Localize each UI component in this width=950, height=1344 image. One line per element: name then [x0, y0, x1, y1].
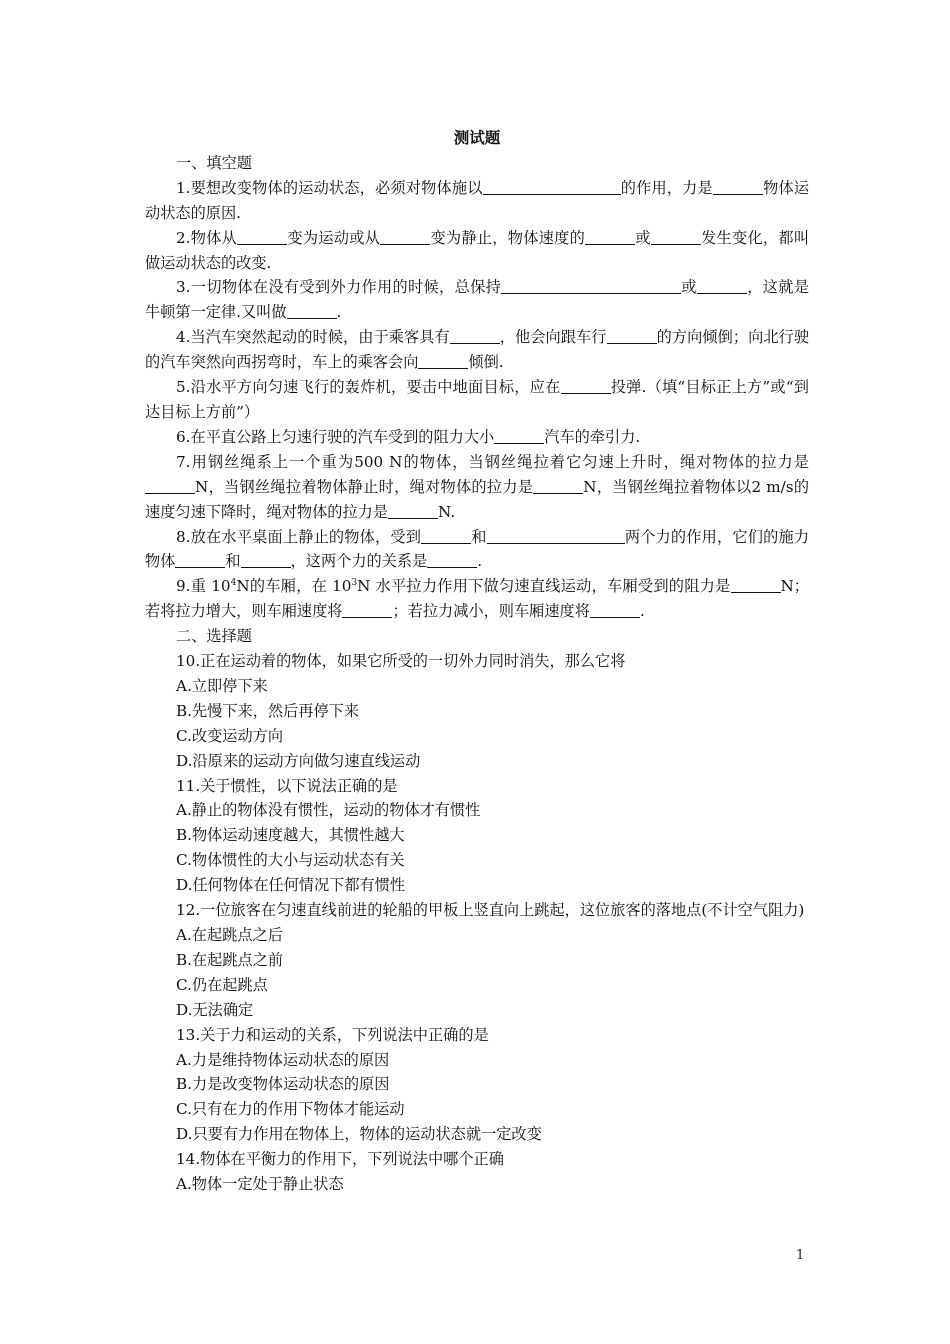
option[interactable]: A.在起跳点之后	[176, 926, 283, 944]
question-11-stem: 11.关于惯性，以下说法正确的是	[176, 776, 398, 795]
answer-blank[interactable]	[483, 179, 621, 195]
option[interactable]: C.只有在力的作用下物体才能运动	[176, 1100, 405, 1119]
answer-blank[interactable]	[427, 552, 477, 568]
option[interactable]: A.物体一定处于静止状态	[176, 1175, 344, 1194]
answer-blank[interactable]	[713, 179, 763, 195]
answer-blank[interactable]	[501, 278, 681, 294]
answer-blank[interactable]	[418, 353, 468, 369]
document-page	[145, 126, 809, 1197]
option[interactable]: D.无法确定	[176, 1000, 254, 1019]
option[interactable]: C.物体惯性的大小与运动状态有关	[176, 851, 405, 870]
answer-blank[interactable]	[590, 602, 640, 618]
option[interactable]: A.立即停下来	[176, 676, 268, 695]
answer-blank[interactable]	[607, 328, 657, 344]
answer-blank[interactable]	[561, 378, 611, 394]
answer-blank[interactable]	[533, 478, 583, 494]
answer-blank[interactable]	[585, 229, 635, 245]
question-5: 5.沿水平方向匀速飞行的轰炸机，要击中地面目标，应在 投弹.（填“目标正上方”或“到达目标上方前”）	[145, 378, 809, 421]
answer-blank[interactable]	[487, 528, 625, 544]
option[interactable]: C.改变运动方向	[176, 726, 284, 745]
answer-blank[interactable]	[494, 428, 544, 444]
question-6: 6.在平直公路上匀速行驶的汽车受到的阻力大小 汽车的牵引力.	[176, 427, 641, 446]
question-7: 7.用钢丝绳系上一个重为500 N的物体，当钢丝绳拉着它匀速上升时，绳对物体的拉力是N，当钢丝绳拉着物体静止时，绳对物体的拉力是 N，当钢丝绳拉着物体以2 m/s的速度匀速下降时，绳对物体的拉力是 N.	[145, 452, 810, 521]
question-8: 8.放在水平桌面上静止的物体，受到 和 两个力的作用，它们的施力物体 和 ，这两个力的关系是 .	[145, 527, 810, 571]
answer-blank[interactable]	[651, 229, 701, 245]
option[interactable]: B.在起跳点之前	[176, 950, 284, 969]
option[interactable]: A.力是维持物体运动状态的原因	[176, 1050, 390, 1069]
question-13-stem: 13.关于力和运动的关系，下列说法中正确的是	[176, 1025, 489, 1044]
answer-blank[interactable]	[380, 229, 430, 245]
question-12-stem: 12.一位旅客在匀速直线前进的轮船的甲板上竖直向上跳起，这位旅客的落地点(不计空气阻力)	[176, 901, 805, 920]
question-9: 9.重 $10^4N$的车厢，在 $10^3N$ 水平拉力作用下做匀速直线运动，车厢受到的阻力是 N；若将拉力增大，则车厢速度将 ；若拉力减小，则车厢速度将 .	[145, 577, 809, 621]
option[interactable]: A.静止的物体没有惯性，运动的物体才有惯性	[176, 801, 481, 820]
answer-blank[interactable]	[342, 602, 392, 618]
option[interactable]: D.沿原来的运动方向做匀速直线运动	[176, 751, 421, 770]
question-2: 2.物体从 变为运动或从 变为静止，物体速度的 或 发生变化，都叫做运动状态的改变.	[145, 228, 810, 272]
answer-blank[interactable]	[731, 577, 781, 593]
option[interactable]: B.力是改变物体运动状态的原因	[176, 1075, 390, 1094]
question-4: 4.当汽车突然起动的时候，由于乘客具有 ，他会向跟车行 的方向倾倒；向北行驶的汽车突然向西拐弯时，车上的乘客会向 倾倒.	[145, 328, 810, 372]
answer-blank[interactable]	[450, 328, 500, 344]
answer-blank[interactable]	[241, 552, 291, 568]
answer-blank[interactable]	[175, 552, 225, 568]
answer-blank[interactable]	[145, 478, 195, 494]
option[interactable]: C.仍在起跳点	[176, 975, 268, 994]
answer-blank[interactable]	[388, 503, 438, 519]
option[interactable]: B.先慢下来，然后再停下来	[176, 701, 360, 720]
question-10-stem: 10.正在运动着的物体，如果它所受的一切外力同时消失，那么它将	[176, 652, 626, 671]
option[interactable]: B.物体运动速度越大，其惯性越大	[176, 826, 405, 845]
question-14-stem: 14.物体在平衡力的作用下，下列说法中哪个正确	[176, 1150, 504, 1169]
answer-blank[interactable]	[237, 229, 287, 245]
section-choice-heading: 二、选择题	[176, 627, 252, 646]
page-title: 测试题	[453, 128, 501, 147]
answer-blank[interactable]	[697, 278, 747, 294]
option[interactable]: D.任何物体在任何情况下都有惯性	[176, 876, 406, 895]
question-3: 3.一切物体在没有受到外力作用的时候，总保持 或 ，这就是牛顿第一定律.又叫做 .	[145, 278, 810, 322]
answer-blank[interactable]	[421, 528, 471, 544]
page-number: 1	[796, 1248, 805, 1263]
question-1: 1.要想改变物体的运动状态，必须对物体施以 的作用，力是 物体运动状态的原因.	[145, 178, 810, 222]
option[interactable]: D.只要有力作用在物体上，物体的运动状态就一定改变	[176, 1125, 542, 1144]
answer-blank[interactable]	[287, 303, 337, 319]
section-fill-heading: 一、填空题	[176, 153, 252, 172]
